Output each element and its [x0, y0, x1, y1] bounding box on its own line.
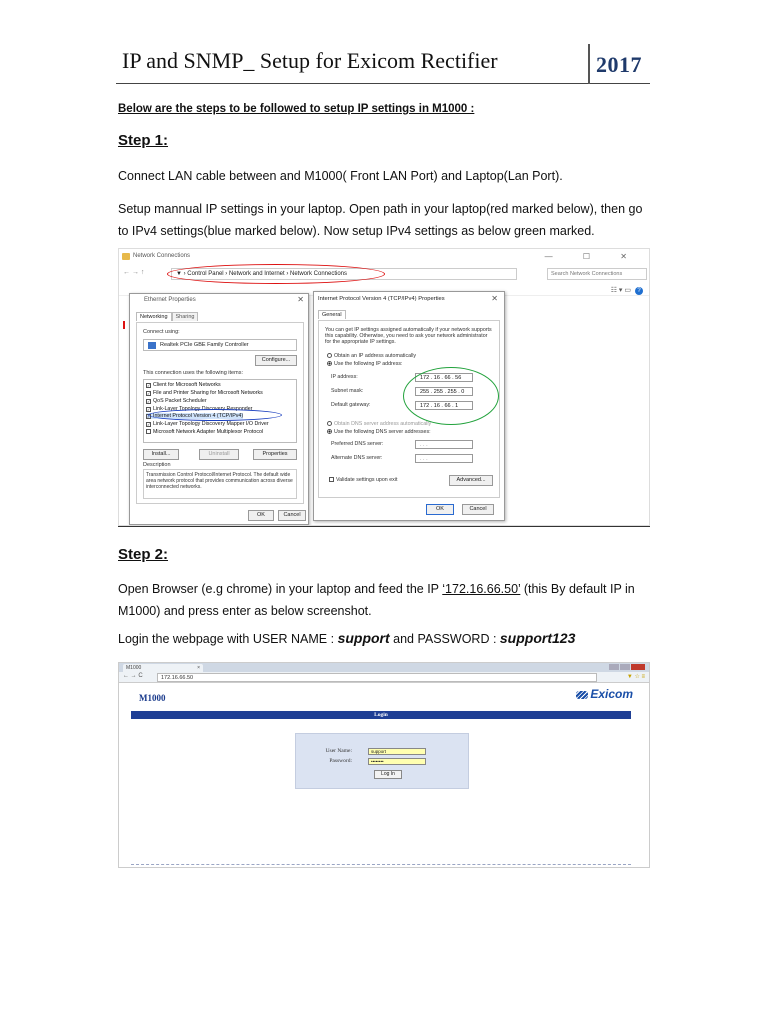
close-icon[interactable]: ×: [197, 665, 200, 671]
checkbox-label: Validate settings upon exit: [336, 477, 398, 483]
logo-swoosh-icon: [576, 691, 588, 699]
logo-text: Exicom: [590, 687, 633, 701]
adapter-name: Realtek PCIe GBE Family Controller: [160, 342, 249, 348]
window-title: Network Connections: [133, 253, 191, 259]
tab-title: M1000: [126, 665, 142, 671]
device-brand: M1000: [139, 693, 166, 703]
minimize-icon[interactable]: [609, 664, 619, 670]
obtain-ip-auto-radio[interactable]: [327, 353, 416, 359]
subnet-mask-field[interactable]: 255 . 255 . 255 . 0: [415, 387, 473, 396]
subnet-mask-label: Subnet mask:: [331, 388, 364, 394]
list-item-label: Internet Protocol Version 4 (TCP/IPv4): [153, 413, 244, 419]
ip-address-field[interactable]: 172 . 16 . 66 . 56: [415, 373, 473, 382]
dialog-tabs: [136, 312, 198, 322]
list-item-label: Client for Microsoft Networks: [153, 382, 221, 388]
general-pane: [318, 320, 500, 498]
help-icon[interactable]: ?: [635, 287, 643, 295]
url-input[interactable]: 172.16.66.50: [157, 673, 597, 682]
username-input[interactable]: support: [368, 748, 426, 755]
advanced-button[interactable]: Advanced...: [449, 475, 493, 486]
configure-button[interactable]: Configure...: [255, 355, 297, 366]
list-item[interactable]: ✓ Link-Layer Topology Discovery Mapper I/O Driver: [147, 421, 269, 427]
list-item-label: Link-Layer Topology Discovery Mapper I/O Driver: [153, 421, 269, 427]
ok-button[interactable]: OK: [426, 504, 454, 515]
password-label: Password:: [329, 758, 352, 764]
view-icons[interactable]: ☷ ▾ ▭: [610, 287, 631, 294]
step1-heading: Step 1:: [118, 132, 169, 149]
tab-networking[interactable]: Networking: [136, 312, 172, 321]
radio-selected-icon: [327, 361, 332, 366]
login-text: Login the webpage with USER NAME :: [118, 632, 338, 646]
login-text: and PASSWORD :: [389, 632, 500, 646]
ethernet-properties-dialog: [129, 293, 309, 525]
connect-using-label: Connect using:: [143, 329, 180, 335]
list-item-label: Microsoft Network Adapter Multiplexor Protocol: [153, 429, 264, 435]
gateway-label: Default gateway:: [331, 402, 371, 408]
section-divider: [118, 526, 650, 527]
install-button[interactable]: Install...: [143, 449, 179, 460]
red-tick-mark: [123, 321, 125, 329]
cancel-button[interactable]: Cancel: [278, 510, 306, 521]
checkbox-icon: [329, 477, 334, 482]
alternate-dns-label: Alternate DNS server:: [331, 455, 383, 461]
list-item-label: QoS Packet Scheduler: [153, 398, 207, 404]
maximize-icon[interactable]: [620, 664, 630, 670]
radio-label: Use the following IP address:: [334, 361, 403, 367]
alternate-dns-field[interactable]: . . .: [415, 454, 473, 463]
step2-text: (this By default IP in M1000) and press enter as below screenshot.: [118, 582, 635, 618]
folder-icon: [122, 253, 130, 260]
ipv4-properties-dialog: [313, 291, 505, 521]
step2-para1: [118, 578, 650, 622]
step2-heading: Step 2:: [118, 546, 169, 563]
window-controls[interactable]: — ☐ ✕: [544, 252, 641, 261]
document-header: [116, 36, 650, 84]
view-options-icon[interactable]: [611, 286, 643, 295]
ok-button[interactable]: OK: [248, 510, 274, 521]
radio-label: Use the following DNS server addresses:: [334, 429, 431, 435]
login-title-bar: Login: [131, 711, 631, 719]
preferred-dns-label: Preferred DNS server:: [331, 441, 384, 447]
list-item-ipv4[interactable]: ✓ Internet Protocol Version 4 (TCP/IPv4): [147, 413, 244, 419]
step2-text: Open Browser (e.g chrome) in your laptop and feed the IP: [118, 582, 443, 596]
step1-para1: Connect LAN cable between and M1000( Front LAN Port) and Laptop(Lan Port).: [118, 169, 563, 183]
list-item-label: Link-Layer Topology Discovery Responder: [153, 406, 253, 412]
document-year: 2017: [596, 52, 642, 77]
dialog-title: Internet Protocol Version 4 (TCP/IPv4) Properties: [318, 296, 445, 302]
page-footer-line: [131, 864, 631, 865]
components-list: [143, 379, 297, 443]
nav-arrows-icon[interactable]: ← → ↑: [123, 269, 145, 276]
close-icon[interactable]: [631, 664, 645, 670]
username-value: support: [337, 630, 390, 646]
list-item[interactable]: ✓ File and Printer Sharing for Microsoft Networks: [147, 390, 263, 396]
preferred-dns-field[interactable]: . . .: [415, 440, 473, 449]
dialog-tabs: [318, 310, 346, 319]
properties-button[interactable]: Properties: [253, 449, 297, 460]
exicom-logo: [576, 687, 633, 701]
cancel-button[interactable]: Cancel: [462, 504, 494, 515]
list-item[interactable]: ✓ QoS Packet Scheduler: [147, 398, 207, 404]
info-text: You can get IP settings assigned automatically if your network supports this capability. Otherwise, you need to ask your network administrator for the appropriate IP settings.: [325, 327, 492, 345]
username-label: User Name:: [325, 748, 352, 754]
network-settings-screenshot: [118, 248, 650, 526]
password-input[interactable]: ••••••••: [368, 758, 426, 765]
login-button[interactable]: Log In: [374, 770, 402, 779]
gateway-field[interactable]: 172 . 16 . 66 . 1: [415, 401, 473, 410]
login-form: [295, 733, 469, 789]
radio-selected-icon: [327, 429, 332, 434]
use-following-ip-radio[interactable]: [327, 361, 403, 367]
document-title: IP and SNMP_ Setup for Exicom Rectifier: [122, 48, 498, 73]
nav-arrows-icon[interactable]: ← → C: [123, 673, 143, 679]
items-label: This connection uses the following items:: [143, 370, 243, 376]
browser-address-bar: [119, 672, 649, 683]
tab-sharing[interactable]: Sharing: [172, 312, 199, 321]
window-controls[interactable]: [608, 664, 645, 672]
list-item-label: File and Printer Sharing for Microsoft Networks: [153, 390, 263, 396]
explorer-titlebar: [119, 249, 649, 265]
password-value: support123: [499, 630, 576, 646]
ip-address-label: IP address:: [331, 374, 358, 380]
red-marker-ellipse: [167, 264, 385, 284]
default-ip-text: ‘172.16.66.50’: [442, 582, 521, 596]
list-item[interactable]: [146, 429, 263, 435]
tab-general[interactable]: General: [318, 310, 346, 319]
browser-tab-bar: [119, 663, 649, 672]
network-adapter-icon: [148, 342, 156, 349]
step1-para2: Setup mannual IP settings in your laptop. Open path in your laptop(red marked below), then go to IPv4 settings(blue marked below). Now setup IPv4 settings as below green marked.: [118, 202, 643, 238]
blue-marker-ellipse: [148, 409, 282, 421]
uninstall-button[interactable]: Uninstall: [199, 449, 239, 460]
search-input[interactable]: Search Network Connections: [547, 268, 647, 280]
description-label: Description: [143, 462, 171, 468]
green-marker-ellipse: [403, 367, 499, 425]
validate-checkbox[interactable]: [329, 477, 397, 483]
radio-icon: [327, 421, 332, 426]
address-path[interactable]: ▼ › Control Panel › Network and Internet › Network Connections: [171, 268, 517, 280]
list-item[interactable]: ✓ Link-Layer Topology Discovery Responder: [147, 406, 253, 412]
use-following-dns-radio[interactable]: [327, 429, 431, 435]
radio-label: Obtain DNS server address automatically: [334, 421, 432, 427]
list-item[interactable]: ✓ Client for Microsoft Networks: [147, 382, 221, 388]
login-instructions: [118, 627, 650, 650]
adapter-field: [143, 339, 297, 351]
close-icon[interactable]: ✕: [491, 294, 498, 303]
header-divider: [588, 44, 590, 84]
bookmark-icon[interactable]: ▼ ☆ ≡: [626, 674, 645, 680]
networking-pane: [136, 322, 304, 504]
radio-label: Obtain an IP address automatically: [334, 353, 417, 359]
radio-icon: [327, 353, 332, 358]
obtain-dns-auto-radio[interactable]: [327, 421, 431, 427]
dialog-title: Ethernet Properties: [144, 297, 196, 303]
description-text: Transmission Control Protocol/Internet Protocol. The default wide area network protocol that provides communication across diverse interconnected networks.: [143, 469, 297, 499]
browser-login-screenshot: [118, 662, 650, 868]
intro-text: Below are the steps to be followed to setup IP settings in M1000 :: [118, 103, 475, 115]
close-icon[interactable]: ✕: [297, 295, 304, 304]
browser-tab[interactable]: [123, 664, 203, 672]
